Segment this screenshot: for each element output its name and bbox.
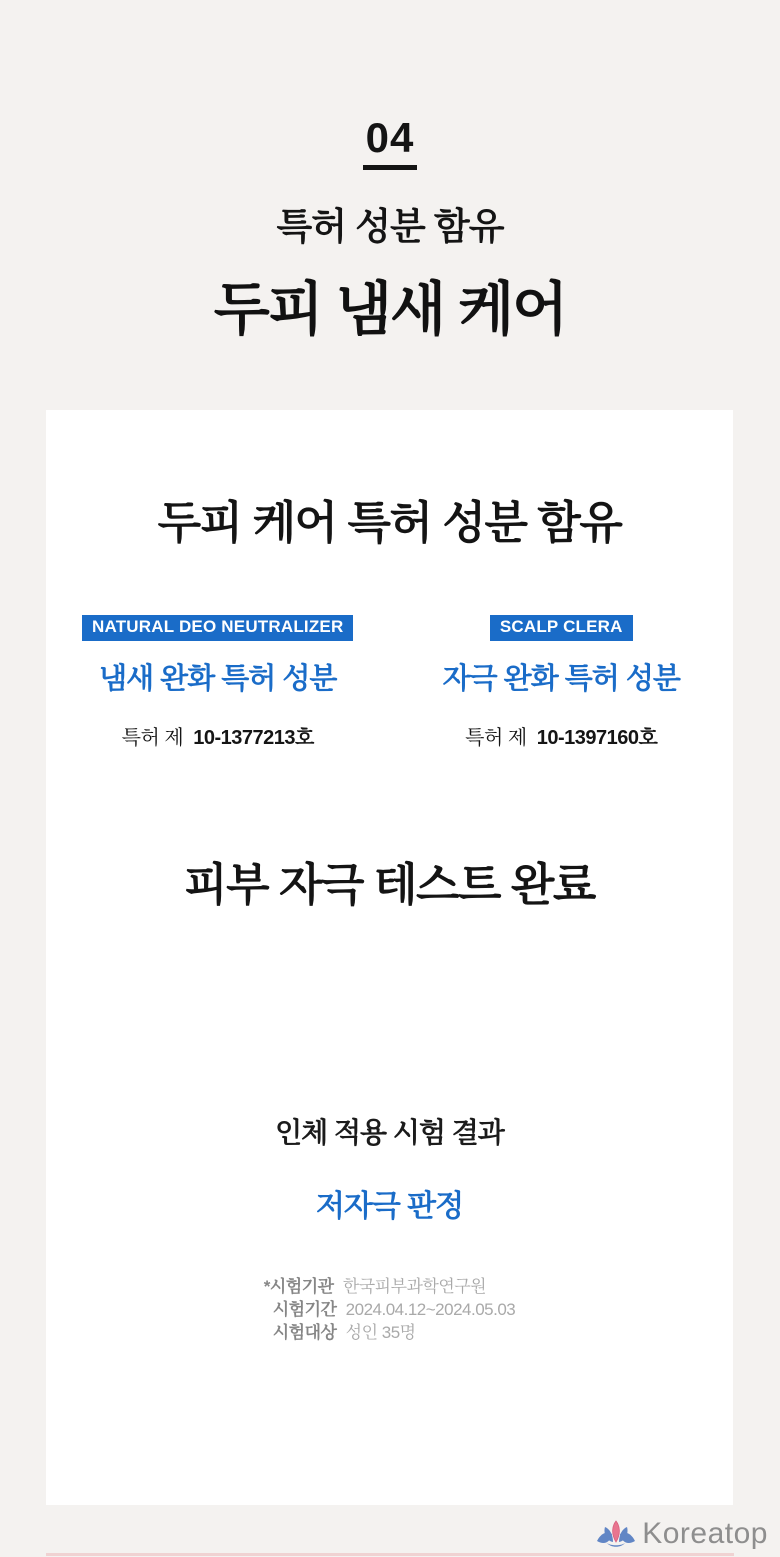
test-complete-title: 피부 자극 테스트 완료: [184, 858, 595, 910]
footnotes: [264, 1275, 516, 1344]
patent-badge: SCALP CLERA: [490, 615, 633, 641]
section-number-wrap: [0, 116, 780, 170]
card-title: 두피 케어 특허 성분 함유: [157, 497, 622, 548]
brand-name: Koreatop: [642, 1517, 768, 1550]
footnote-value: 2024.04.12~2024.05.03: [345, 1299, 516, 1319]
footnote-label: 시험대상: [272, 1322, 337, 1342]
patent-name: 자극 완화 특허 성분: [442, 662, 680, 695]
info-card: [46, 410, 733, 1505]
patent-number-label: 특허 제: [465, 726, 527, 749]
test-result-label: 인체 적용 시험 결과: [275, 1116, 504, 1148]
section-title: 두피 냄새 케어: [213, 277, 567, 343]
lotus-icon: [595, 1519, 637, 1549]
patent-badge: NATURAL DEO NEUTRALIZER: [82, 615, 353, 641]
patent-columns: [46, 615, 733, 750]
patent-number-value: 10-1397160호: [536, 726, 658, 749]
test-result-value: 저자극 판정: [315, 1189, 464, 1223]
footnote-label: 시험기관: [269, 1276, 334, 1296]
footnote-label: 시험기간: [272, 1299, 337, 1319]
patent-name: 냄새 완화 특허 성분: [99, 662, 337, 695]
footnote-value: 성인 35명: [345, 1322, 416, 1342]
patent-col-deo: [46, 615, 390, 750]
section-number: 04: [363, 116, 418, 170]
patent-col-scalp: [390, 615, 734, 750]
footnote-subjects: [273, 1321, 516, 1344]
bottom-divider: [46, 1553, 734, 1556]
footnote-asterisk: *: [263, 1276, 270, 1296]
patent-number: [390, 721, 734, 750]
footnote-value: 한국피부과학연구원: [342, 1276, 487, 1296]
brand-watermark: [595, 1519, 768, 1549]
footnote-period: [273, 1298, 516, 1321]
footnotes-wrap: [46, 1225, 733, 1344]
footnote-agency: [263, 1275, 516, 1298]
section-subtitle: 특허 성분 함유: [276, 206, 504, 248]
patent-number-label: 특허 제: [121, 726, 184, 749]
section-header: [0, 0, 780, 346]
patent-number: [46, 721, 390, 750]
patent-number-value: 10-1377213호: [193, 726, 314, 749]
